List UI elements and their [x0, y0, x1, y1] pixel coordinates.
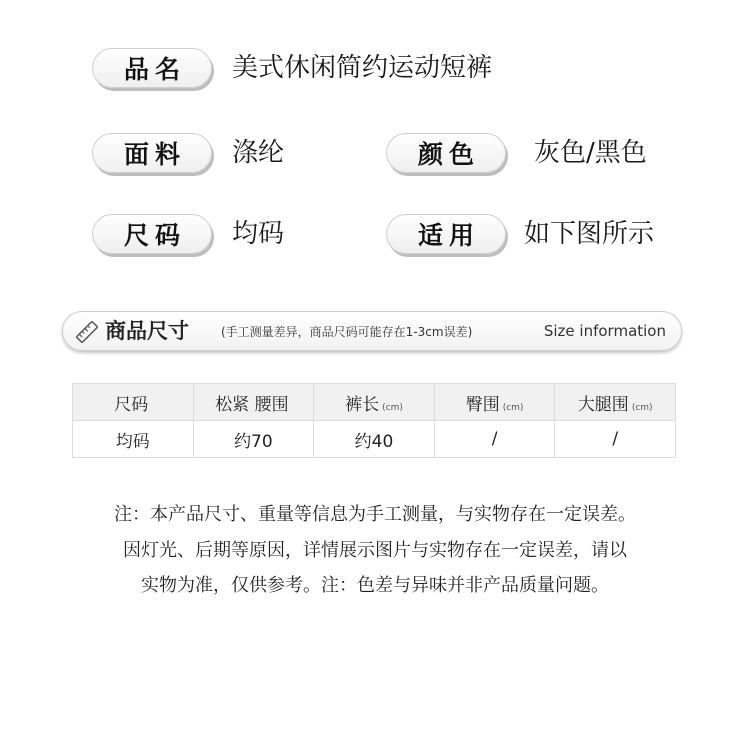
fabric-label-pill: 面料: [92, 133, 212, 173]
table-cell: /: [434, 421, 555, 458]
apply-value: 如下图所示: [524, 219, 655, 249]
note-line-1: 注：本产品尺寸、重量等信息为手工测量，与实物存在一定误差。: [114, 504, 636, 525]
size-info-banner: [62, 311, 682, 351]
ruler-icon: [75, 320, 99, 348]
header-cell: 尺码: [73, 384, 194, 421]
color-value: 灰色/黑色: [534, 138, 647, 168]
header-cell: 大腿围 (cm): [555, 384, 676, 421]
note-line-3: 实物为准，仅供参考。注：色差与异味并非产品质量问题。: [141, 575, 609, 596]
banner-english-title: Size information: [543, 322, 666, 340]
table-cell: 约70: [193, 421, 314, 458]
size-value: 均码: [232, 219, 285, 249]
banner-title: 商品尺寸: [105, 319, 189, 343]
fabric-value: 涤纶: [232, 138, 285, 168]
table-header-row: [73, 384, 676, 421]
header-cell: 臀围 (cm): [434, 384, 555, 421]
color-label-pill: 颜色: [386, 133, 506, 173]
header-cell: 松紧 腰围: [193, 384, 314, 421]
name-label-pill: 品名: [92, 48, 212, 88]
table-cell: /: [555, 421, 676, 458]
size-label-pill: 尺码: [92, 214, 212, 254]
table-cell: 均码: [73, 421, 194, 458]
apply-label-pill: 适用: [386, 214, 506, 254]
table-row: [73, 421, 676, 458]
note-line-2: 因灯光、后期等原因，详情展示图片与实物存在一定误差，请以: [123, 540, 627, 561]
header-cell: 裤长 (cm): [314, 384, 435, 421]
size-table: [72, 383, 676, 458]
banner-note: (手工测量差异，商品尺码可能存在1-3cm误差): [221, 325, 473, 339]
table-cell: 约40: [314, 421, 435, 458]
name-value: 美式休闲简约运动短裤: [232, 53, 493, 83]
